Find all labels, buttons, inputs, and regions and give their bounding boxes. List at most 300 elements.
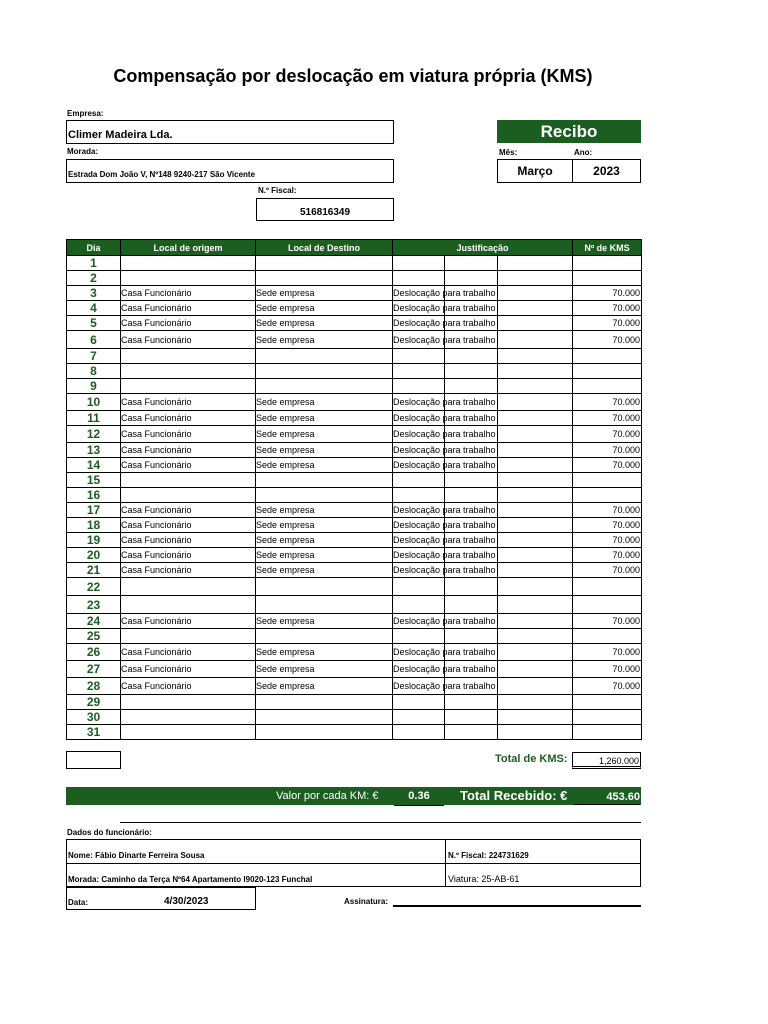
origem-cell-text: Casa Funcionário <box>121 288 192 298</box>
origem-cell[interactable] <box>121 614 256 629</box>
destino-cell[interactable] <box>256 695 393 710</box>
kms-cell[interactable] <box>573 578 642 596</box>
destino-cell-text: Sede empresa <box>256 397 315 407</box>
origem-cell[interactable] <box>121 661 256 678</box>
origem-cell[interactable] <box>121 458 256 473</box>
day-cell-text: 20 <box>86 548 101 562</box>
cell-divider <box>444 678 445 694</box>
table-row <box>67 548 642 563</box>
day-cell[interactable] <box>67 695 121 710</box>
kms-cell[interactable] <box>573 710 642 725</box>
page-title: Compensação por deslocação em viatura própria (KMS) <box>113 66 593 86</box>
day-cell-text: 10 <box>86 395 101 409</box>
day-cell[interactable] <box>67 271 121 286</box>
kms-cell[interactable] <box>573 364 642 379</box>
origem-cell[interactable] <box>121 578 256 596</box>
kms-cell-text: 70.000 <box>612 397 640 407</box>
day-cell-text: 3 <box>90 286 97 300</box>
cell-divider <box>444 548 445 562</box>
table-row <box>67 256 642 271</box>
origem-cell-text: Casa Funcionário <box>121 616 192 626</box>
kms-cell[interactable] <box>573 695 642 710</box>
nif-label: N.º Fiscal: <box>258 186 297 195</box>
kms-cell-text: 70.000 <box>612 505 640 515</box>
morada-field[interactable] <box>66 159 394 183</box>
destino-cell[interactable] <box>256 286 393 301</box>
cell-divider <box>497 644 498 660</box>
origem-cell[interactable] <box>121 548 256 563</box>
receipt-title: Recibo <box>497 120 641 143</box>
origem-cell[interactable] <box>121 394 256 411</box>
kms-cell[interactable] <box>573 488 642 503</box>
origem-cell[interactable] <box>121 379 256 394</box>
cell-divider <box>444 661 445 677</box>
justificacao-cell[interactable] <box>393 301 573 316</box>
cell-divider <box>444 473 445 487</box>
justificacao-cell[interactable] <box>393 331 573 349</box>
day-cell[interactable] <box>67 518 121 533</box>
kms-cell[interactable] <box>573 596 642 614</box>
kms-cell[interactable] <box>573 678 642 695</box>
table-row <box>67 578 642 596</box>
cell-divider <box>497 286 498 300</box>
justificacao-cell[interactable] <box>393 364 573 379</box>
kms-cell[interactable] <box>573 394 642 411</box>
table-row <box>67 349 642 364</box>
day-cell[interactable] <box>67 443 121 458</box>
cell-divider <box>497 614 498 628</box>
destino-cell[interactable] <box>256 596 393 614</box>
justificacao-cell-text: Deslocação para trabalho <box>393 535 496 545</box>
justificacao-cell-text: Deslocação para trabalho <box>393 664 496 674</box>
justificacao-cell[interactable] <box>393 563 573 578</box>
justificacao-cell[interactable] <box>393 614 573 629</box>
day-cell-text: 7 <box>90 349 97 363</box>
origem-cell[interactable] <box>121 518 256 533</box>
cell-divider <box>444 426 445 442</box>
day-cell[interactable] <box>67 316 121 331</box>
signature-line[interactable] <box>393 905 641 907</box>
origem-cell[interactable] <box>121 271 256 286</box>
kms-cell[interactable] <box>573 533 642 548</box>
day-cell[interactable] <box>67 533 121 548</box>
cell-divider <box>497 364 498 378</box>
divider-line <box>120 822 641 823</box>
valor-km-value: 0.36 <box>394 787 444 806</box>
kms-cell[interactable] <box>573 379 642 394</box>
destino-cell[interactable] <box>256 548 393 563</box>
total-spacer-cell <box>66 751 121 769</box>
destino-cell-text: Sede empresa <box>256 535 315 545</box>
day-cell[interactable] <box>67 644 121 661</box>
day-cell[interactable] <box>67 725 121 740</box>
kms-cell[interactable] <box>573 473 642 488</box>
kms-cell[interactable] <box>573 349 642 364</box>
destino-cell[interactable] <box>256 301 393 316</box>
cell-divider <box>444 301 445 315</box>
cell-divider <box>444 271 445 285</box>
destino-cell[interactable] <box>256 349 393 364</box>
employee-viatura: Viatura: 25-AB-61 <box>448 874 520 884</box>
day-cell-text: 24 <box>86 614 101 628</box>
justificacao-cell-text: Deslocação para trabalho <box>393 681 496 691</box>
destino-cell[interactable] <box>256 678 393 695</box>
table-row <box>67 629 642 644</box>
origem-cell[interactable] <box>121 710 256 725</box>
justificacao-cell-text: Deslocação para trabalho <box>393 303 496 313</box>
cell-divider <box>444 710 445 724</box>
justificacao-cell[interactable] <box>393 286 573 301</box>
justificacao-cell-text: Deslocação para trabalho <box>393 565 496 575</box>
kms-cell-text: 70.000 <box>612 303 640 313</box>
day-cell-text: 30 <box>86 710 101 724</box>
day-cell[interactable] <box>67 349 121 364</box>
table-row <box>67 364 642 379</box>
destino-cell[interactable] <box>256 316 393 331</box>
destino-cell[interactable] <box>256 488 393 503</box>
kms-cell[interactable] <box>573 503 642 518</box>
day-cell[interactable] <box>67 563 121 578</box>
destino-cell[interactable] <box>256 563 393 578</box>
destino-cell[interactable] <box>256 411 393 426</box>
justificacao-cell[interactable] <box>393 271 573 286</box>
origem-cell[interactable] <box>121 256 256 271</box>
mes-field[interactable]: Março <box>497 159 573 183</box>
cell-divider <box>497 548 498 562</box>
justificacao-cell[interactable] <box>393 629 573 644</box>
nif-field[interactable] <box>256 198 394 221</box>
total-kms-value: 1,260.000 <box>572 752 641 769</box>
origem-cell[interactable] <box>121 349 256 364</box>
cell-divider <box>444 518 445 532</box>
justificacao-cell[interactable] <box>393 678 573 695</box>
origem-cell-text: Casa Funcionário <box>121 429 192 439</box>
day-cell[interactable] <box>67 661 121 678</box>
cell-divider <box>444 349 445 363</box>
justificacao-cell-text: Deslocação para trabalho <box>393 288 496 298</box>
cell-divider <box>444 256 445 270</box>
cell-divider <box>497 661 498 677</box>
day-cell-text: 5 <box>90 316 97 330</box>
origem-cell[interactable] <box>121 488 256 503</box>
origem-cell-text: Casa Funcionário <box>121 318 192 328</box>
data-value: 4/30/2023 <box>164 896 209 907</box>
origem-cell[interactable] <box>121 644 256 661</box>
justificacao-cell[interactable] <box>393 533 573 548</box>
day-cell[interactable] <box>67 458 121 473</box>
destino-cell[interactable] <box>256 661 393 678</box>
cell-divider <box>497 578 498 595</box>
date-field[interactable] <box>66 887 256 910</box>
kms-cell-text: 70.000 <box>612 565 640 575</box>
origem-cell[interactable] <box>121 411 256 426</box>
origem-cell[interactable] <box>121 563 256 578</box>
cell-divider <box>497 596 498 613</box>
kms-cell[interactable] <box>573 426 642 443</box>
destino-cell[interactable] <box>256 364 393 379</box>
destino-cell[interactable] <box>256 614 393 629</box>
destino-cell[interactable] <box>256 518 393 533</box>
cell-divider <box>497 695 498 709</box>
kms-cell-text: 70.000 <box>612 288 640 298</box>
kms-cell[interactable] <box>573 411 642 426</box>
justificacao-cell-text: Deslocação para trabalho <box>393 334 496 345</box>
justificacao-cell[interactable] <box>393 443 573 458</box>
origem-cell-text: Casa Funcionário <box>121 445 192 455</box>
kms-cell[interactable] <box>573 629 642 644</box>
justificacao-cell[interactable] <box>393 316 573 331</box>
origem-cell[interactable] <box>121 286 256 301</box>
kms-cell[interactable] <box>573 644 642 661</box>
cell-divider <box>497 411 498 425</box>
kms-cell-text: 70.000 <box>612 318 640 328</box>
origem-cell[interactable] <box>121 473 256 488</box>
day-cell[interactable] <box>67 256 121 271</box>
justificacao-cell[interactable] <box>393 661 573 678</box>
origem-cell[interactable] <box>121 316 256 331</box>
destino-cell-text: Sede empresa <box>256 334 315 345</box>
kms-cell-text: 70.000 <box>612 520 640 530</box>
kms-cell[interactable] <box>573 725 642 740</box>
day-cell[interactable] <box>67 710 121 725</box>
day-cell-text: 26 <box>86 645 101 659</box>
kms-cell[interactable] <box>573 286 642 301</box>
justificacao-cell[interactable] <box>393 411 573 426</box>
day-cell-text: 25 <box>86 629 101 643</box>
destino-cell[interactable] <box>256 503 393 518</box>
employee-section-label: Dados do funcionário: <box>67 828 152 837</box>
kms-cell[interactable] <box>573 443 642 458</box>
justificacao-cell-text: Deslocação para trabalho <box>393 616 496 626</box>
justificacao-cell[interactable] <box>393 644 573 661</box>
justificacao-cell[interactable] <box>393 426 573 443</box>
day-cell[interactable] <box>67 488 121 503</box>
table-row <box>67 331 642 349</box>
justificacao-cell-text: Deslocação para trabalho <box>393 413 496 423</box>
kms-cell[interactable] <box>573 614 642 629</box>
day-cell[interactable] <box>67 379 121 394</box>
destino-cell[interactable] <box>256 379 393 394</box>
destino-cell[interactable] <box>256 644 393 661</box>
kms-cell[interactable] <box>573 661 642 678</box>
destino-cell[interactable] <box>256 426 393 443</box>
origem-cell[interactable] <box>121 426 256 443</box>
cell-divider <box>444 331 445 348</box>
table-row <box>67 316 642 331</box>
origem-cell[interactable] <box>121 695 256 710</box>
cell-divider <box>497 678 498 694</box>
destino-cell-text: Sede empresa <box>256 288 315 298</box>
kms-cell[interactable] <box>573 563 642 578</box>
destino-cell[interactable] <box>256 629 393 644</box>
origem-cell[interactable] <box>121 629 256 644</box>
mes-label: Mês: <box>499 148 518 157</box>
kms-cell-text: 70.000 <box>612 535 640 545</box>
table-row <box>67 473 642 488</box>
cell-divider <box>444 488 445 502</box>
kms-cell[interactable] <box>573 301 642 316</box>
cell-divider <box>444 596 445 613</box>
origem-cell[interactable] <box>121 725 256 740</box>
kms-cell-text: 70.000 <box>612 664 640 674</box>
origem-cell[interactable] <box>121 503 256 518</box>
day-cell[interactable] <box>67 286 121 301</box>
kms-cell[interactable] <box>573 271 642 286</box>
justificacao-cell[interactable] <box>393 596 573 614</box>
day-cell-text: 28 <box>86 679 101 693</box>
destino-cell-text: Sede empresa <box>256 318 315 328</box>
origem-cell[interactable] <box>121 533 256 548</box>
km-table <box>66 239 642 740</box>
kms-cell[interactable] <box>573 458 642 473</box>
origem-cell-text: Casa Funcionário <box>121 460 192 470</box>
origem-cell[interactable] <box>121 364 256 379</box>
day-cell-text: 21 <box>86 563 101 577</box>
day-cell-text: 6 <box>90 332 97 347</box>
origem-cell-text: Casa Funcionário <box>121 334 192 345</box>
justificacao-cell[interactable] <box>393 578 573 596</box>
day-cell[interactable] <box>67 596 121 614</box>
cell-divider <box>497 503 498 517</box>
origem-cell-text: Casa Funcionário <box>121 565 192 575</box>
justificacao-cell-text: Deslocação para trabalho <box>393 520 496 530</box>
origem-cell[interactable] <box>121 678 256 695</box>
cell-divider <box>497 533 498 547</box>
destino-cell[interactable] <box>256 533 393 548</box>
destino-cell-text: Sede empresa <box>256 505 315 515</box>
origem-cell[interactable] <box>121 596 256 614</box>
destino-cell[interactable] <box>256 394 393 411</box>
day-cell-text: 15 <box>86 473 101 487</box>
justificacao-cell[interactable] <box>393 349 573 364</box>
day-cell[interactable] <box>67 426 121 443</box>
destino-cell[interactable] <box>256 271 393 286</box>
origem-cell[interactable] <box>121 331 256 349</box>
kms-cell[interactable] <box>573 316 642 331</box>
justificacao-cell[interactable] <box>393 458 573 473</box>
destino-cell-text: Sede empresa <box>256 647 315 657</box>
table-row <box>67 286 642 301</box>
justificacao-cell[interactable] <box>393 503 573 518</box>
origem-cell[interactable] <box>121 301 256 316</box>
destino-cell-text: Sede empresa <box>256 681 315 691</box>
destino-cell[interactable] <box>256 710 393 725</box>
origem-cell-text: Casa Funcionário <box>121 303 192 313</box>
cell-divider <box>444 629 445 643</box>
nif-value: 516816349 <box>299 207 351 218</box>
justificacao-cell[interactable] <box>393 473 573 488</box>
destino-cell[interactable] <box>256 443 393 458</box>
day-cell-text: 13 <box>86 443 101 457</box>
employee-nif: N.º Fiscal: 224731629 <box>448 851 529 860</box>
day-cell-text: 14 <box>86 458 101 472</box>
destino-cell-text: Sede empresa <box>256 565 315 575</box>
cell-divider <box>497 394 498 410</box>
origem-cell-text: Casa Funcionário <box>121 647 192 657</box>
day-cell[interactable] <box>67 301 121 316</box>
cell-divider <box>497 271 498 285</box>
day-cell[interactable] <box>67 578 121 596</box>
header-justificacao: Justificação <box>393 240 573 256</box>
day-cell[interactable] <box>67 411 121 426</box>
table-row <box>67 443 642 458</box>
cell-divider <box>497 458 498 472</box>
cell-divider <box>444 695 445 709</box>
cell-divider <box>497 316 498 330</box>
justificacao-cell[interactable] <box>393 394 573 411</box>
origem-cell[interactable] <box>121 443 256 458</box>
kms-cell-text: 70.000 <box>612 647 640 657</box>
table-row <box>67 614 642 629</box>
justificacao-cell-text: Deslocação para trabalho <box>393 460 496 470</box>
day-cell[interactable] <box>67 364 121 379</box>
assinatura-label: Assinatura: <box>344 897 389 906</box>
empresa-field[interactable] <box>66 120 394 144</box>
justificacao-cell[interactable] <box>393 518 573 533</box>
table-row <box>67 394 642 411</box>
employee-nome: Nome: Fábio Dinarte Ferreira Sousa <box>68 851 205 860</box>
day-cell-text: 11 <box>87 411 100 425</box>
justificacao-cell[interactable] <box>393 548 573 563</box>
cell-divider <box>444 614 445 628</box>
day-cell[interactable] <box>67 394 121 411</box>
destino-cell[interactable] <box>256 331 393 349</box>
justificacao-cell[interactable] <box>393 710 573 725</box>
justificacao-cell[interactable] <box>393 256 573 271</box>
kms-cell[interactable] <box>573 331 642 349</box>
day-cell[interactable] <box>67 678 121 695</box>
employee-row-divider <box>67 863 640 864</box>
destino-cell[interactable] <box>256 256 393 271</box>
cell-divider <box>497 473 498 487</box>
cell-divider <box>497 426 498 442</box>
day-cell[interactable] <box>67 629 121 644</box>
day-cell[interactable] <box>67 503 121 518</box>
kms-cell[interactable] <box>573 548 642 563</box>
kms-cell[interactable] <box>573 518 642 533</box>
destino-cell-text: Sede empresa <box>256 460 315 470</box>
day-cell-text: 23 <box>86 597 101 612</box>
cell-divider <box>444 411 445 425</box>
justificacao-cell-text: Deslocação para trabalho <box>393 429 496 439</box>
origem-cell-text: Casa Funcionário <box>121 397 192 407</box>
destino-cell[interactable] <box>256 578 393 596</box>
cell-divider <box>497 256 498 270</box>
destino-cell[interactable] <box>256 473 393 488</box>
justificacao-cell-text: Deslocação para trabalho <box>393 550 496 560</box>
cell-divider <box>444 316 445 330</box>
header-dia: Dia <box>67 240 121 256</box>
day-cell[interactable] <box>67 614 121 629</box>
destino-cell[interactable] <box>256 725 393 740</box>
kms-cell-text: 70.000 <box>612 429 640 439</box>
day-cell[interactable] <box>67 331 121 349</box>
destino-cell[interactable] <box>256 458 393 473</box>
cell-divider <box>444 644 445 660</box>
ano-field[interactable]: 2023 <box>572 159 641 183</box>
day-cell-text: 27 <box>86 662 101 676</box>
justificacao-cell-text: Deslocação para trabalho <box>393 647 496 657</box>
table-header-row <box>67 240 642 256</box>
justificacao-cell[interactable] <box>393 488 573 503</box>
cell-divider <box>497 710 498 724</box>
justificacao-cell[interactable] <box>393 695 573 710</box>
justificacao-cell[interactable] <box>393 725 573 740</box>
day-cell[interactable] <box>67 548 121 563</box>
kms-cell[interactable] <box>573 256 642 271</box>
day-cell[interactable] <box>67 473 121 488</box>
justificacao-cell[interactable] <box>393 379 573 394</box>
